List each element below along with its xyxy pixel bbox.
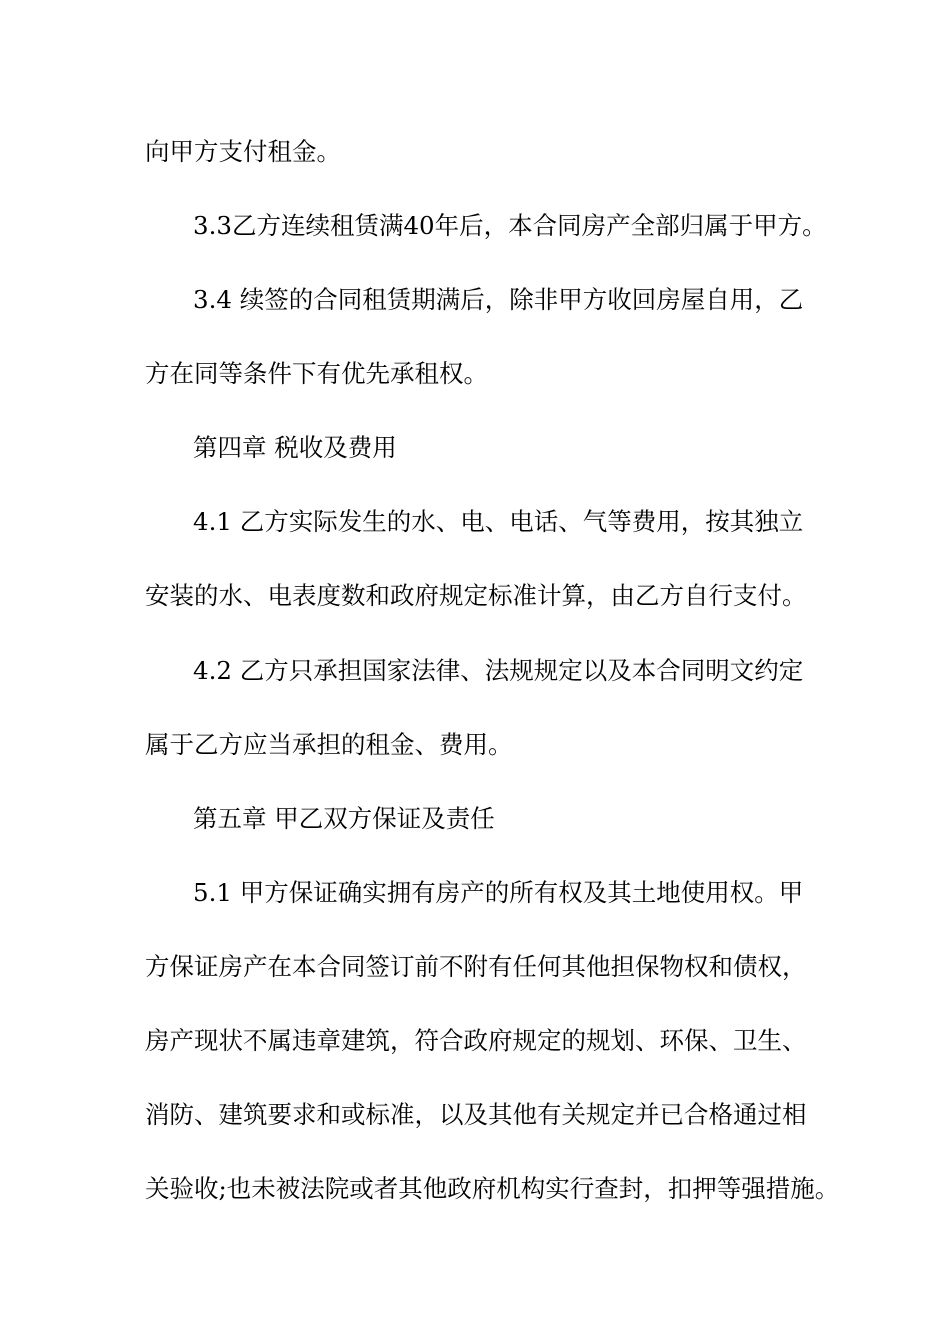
text-line: 关验收;也未被法院或者其他政府机构实行查封，扣押等强措施。 xyxy=(145,1174,840,1203)
text-line: 安装的水、电表度数和政府规定标准计算，由乙方自行支付。 xyxy=(145,581,807,610)
clause-4-2: 4.2 乙方只承担国家法律、法规规定以及本合同明文约定 xyxy=(193,656,804,685)
clause-4-1: 4.1 乙方实际发生的水、电、电话、气等费用，按其独立 xyxy=(193,507,804,536)
text-line: 方保证房产在本合同签订前不附有任何其他担保物权和债权， xyxy=(145,952,807,981)
chapter-4-heading: 第四章 税收及费用 xyxy=(193,433,397,462)
clause-5-1: 5.1 甲方保证确实拥有房产的所有权及其土地使用权。甲 xyxy=(193,878,804,907)
clause-3-4: 3.4 续签的合同租赁期满后，除非甲方收回房屋自用，乙 xyxy=(193,285,804,314)
text-line: 属于乙方应当承担的租金、费用。 xyxy=(145,730,513,759)
text-line: 向甲方支付租金。 xyxy=(145,137,341,166)
clause-3-3: 3.3乙方连续租赁满40年后，本合同房产全部归属于甲方。 xyxy=(193,211,827,240)
text-line: 房产现状不属违章建筑，符合政府规定的规划、环保、卫生、 xyxy=(145,1026,807,1055)
text-line: 消防、建筑要求和或标准，以及其他有关规定并已合格通过相 xyxy=(145,1100,807,1129)
text-line: 方在同等条件下有优先承租权。 xyxy=(145,359,488,388)
chapter-5-heading: 第五章 甲乙双方保证及责任 xyxy=(193,804,495,833)
